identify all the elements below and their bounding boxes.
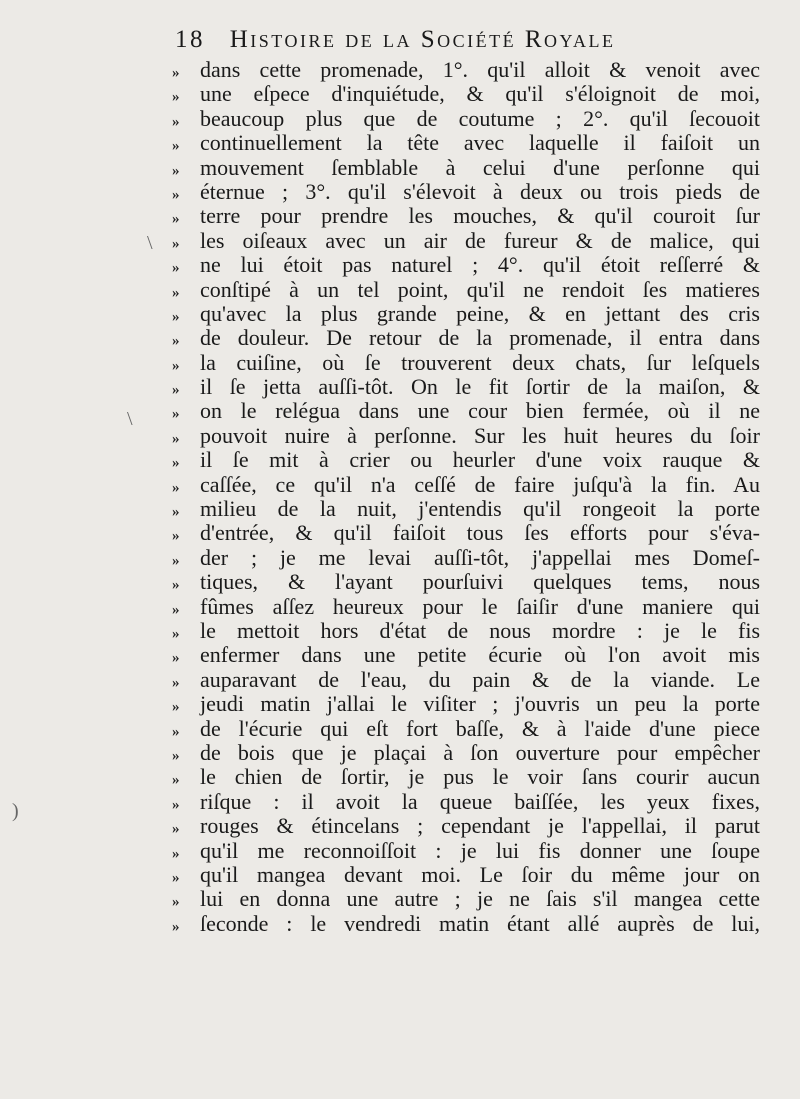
- quote-mark: »: [172, 577, 180, 594]
- line-text: de l'écurie qui eſt fort baſſe, & à l'aide d'une piece: [200, 715, 760, 741]
- quote-mark: »: [172, 357, 180, 374]
- text-line: [172, 326, 760, 350]
- quote-mark: »: [172, 260, 180, 277]
- text-line: [172, 278, 760, 302]
- text-line: [172, 82, 760, 106]
- text-line: [172, 399, 760, 423]
- text-line: [172, 58, 760, 82]
- text-line: [172, 473, 760, 497]
- text-line: [172, 765, 760, 789]
- line-text: milieu de la nuit, j'entendis qu'il rongeoit la porte: [200, 496, 760, 522]
- line-text: pouvoit nuire à perſonne. Sur les huit heures du ſoir: [200, 422, 760, 448]
- text-line: [172, 619, 760, 643]
- line-text: les oiſeaux avec un air de fureur & de malice, qui: [200, 227, 760, 253]
- text-line: [172, 521, 760, 545]
- text-line: [172, 643, 760, 667]
- quote-mark: »: [172, 894, 180, 911]
- text-line: [172, 741, 760, 765]
- quote-mark: »: [172, 528, 180, 545]
- line-text: auparavant de l'eau, du pain & de la viande. Le: [200, 666, 760, 692]
- line-text: fûmes aſſez heureux pour le ſaiſir d'une maniere qui: [200, 593, 760, 619]
- quote-mark: »: [172, 650, 180, 667]
- text-line: [172, 180, 760, 204]
- quote-mark: »: [172, 479, 180, 496]
- text-line: [172, 204, 760, 228]
- body-text: [172, 58, 760, 936]
- line-text: conſtipé à un tel point, qu'il ne rendoit ſes matieres: [200, 276, 760, 302]
- line-text: de douleur. De retour de la promenade, il entra dans: [200, 325, 760, 351]
- text-line: [172, 863, 760, 887]
- quote-mark: »: [172, 235, 180, 252]
- text-line: [172, 668, 760, 692]
- quote-mark: »: [172, 284, 180, 301]
- line-text: continuellement la tête avec laquelle il faiſoit un: [200, 130, 760, 156]
- text-line: [172, 448, 760, 472]
- text-line: [172, 229, 760, 253]
- line-text: terre pour prendre les mouches, & qu'il couroit ſur: [200, 203, 760, 229]
- text-line: [172, 375, 760, 399]
- line-text: on le relégua dans une cour bien fermée, où il ne: [200, 398, 760, 424]
- text-line: [172, 887, 760, 911]
- line-text: ſeconde : le vendredi matin étant allé auprès de lui,: [200, 910, 760, 936]
- quote-mark: »: [172, 211, 180, 228]
- quote-mark: »: [172, 625, 180, 642]
- line-text: qu'avec la plus grande peine, & en jettant des cris: [200, 300, 760, 326]
- quote-mark: »: [172, 869, 180, 886]
- quote-mark: »: [172, 162, 180, 179]
- line-text: ne lui étoit pas naturel ; 4°. qu'il étoit reſſerré &: [200, 252, 760, 278]
- line-text: caſſée, ce qu'il n'a ceſſé de faire juſqu'à la fin. Au: [200, 471, 760, 497]
- text-line: [172, 253, 760, 277]
- text-line: [172, 790, 760, 814]
- line-text: il ſe mit à crier ou heurler d'une voix rauque &: [200, 447, 760, 473]
- line-text: riſque : il avoit la queue baiſſée, les yeux fixes,: [200, 788, 760, 814]
- quote-mark: »: [172, 747, 180, 764]
- text-line: [172, 156, 760, 180]
- quote-mark: »: [172, 821, 180, 838]
- quote-mark: »: [172, 601, 180, 618]
- line-text: enfermer dans une petite écurie où l'on avoit mis: [200, 642, 760, 668]
- line-text: il ſe jetta auſſi-tôt. On le fit ſortir de la maiſon, &: [200, 374, 760, 400]
- quote-mark: »: [172, 918, 180, 935]
- quote-mark: »: [172, 308, 180, 325]
- line-text: qu'il me reconnoiſſoit : je lui fis donner une ſoupe: [200, 837, 760, 863]
- text-line: [172, 302, 760, 326]
- line-text: la cuiſine, où ſe trouverent deux chats, ſur leſquels: [200, 349, 760, 375]
- quote-mark: »: [172, 504, 180, 521]
- quote-mark: »: [172, 455, 180, 472]
- text-line: [172, 692, 760, 716]
- text-line: [172, 351, 760, 375]
- quote-mark: »: [172, 186, 180, 203]
- running-title: Histoire de la Société Royale: [229, 26, 616, 53]
- line-text: tiques, & l'ayant pourſuivi quelques tems, nous: [200, 569, 760, 595]
- margin-mark: ): [12, 800, 19, 822]
- line-text: éternue ; 3°. qu'il s'élevoit à deux ou trois pieds de: [200, 178, 760, 204]
- line-text: qu'il mangea devant moi. Le ſoir du même jour on: [200, 861, 760, 887]
- line-text: d'entrée, & qu'il faiſoit tous ſes efforts pour s'éva-: [200, 520, 760, 546]
- text-line: [172, 839, 760, 863]
- line-text: der ; je me levai auſſi-tôt, j'appellai mes Domeſ-: [200, 544, 760, 570]
- quote-mark: »: [172, 138, 180, 155]
- line-text: lui en donna une autre ; je ne ſais s'il mangea cette: [200, 886, 760, 912]
- quote-mark: »: [172, 382, 180, 399]
- margin-mark: \: [127, 408, 133, 430]
- text-line: [172, 717, 760, 741]
- line-text: jeudi matin j'allai le viſiter ; j'ouvris un peu la porte: [200, 691, 760, 717]
- text-line: [172, 912, 760, 936]
- quote-mark: »: [172, 845, 180, 862]
- page-number: 18: [175, 26, 205, 53]
- quote-mark: »: [172, 699, 180, 716]
- quote-mark: »: [172, 333, 180, 350]
- quote-mark: »: [172, 674, 180, 691]
- line-text: rouges & étincelans ; cependant je l'appellai, il parut: [200, 813, 760, 839]
- text-line: [172, 546, 760, 570]
- line-text: mouvement ſemblable à celui d'une perſonne qui: [200, 154, 760, 180]
- text-line: [172, 497, 760, 521]
- quote-mark: »: [172, 113, 180, 130]
- line-text: dans cette promenade, 1°. qu'il alloit & venoit avec: [200, 57, 760, 82]
- text-line: [172, 570, 760, 594]
- quote-mark: »: [172, 552, 180, 569]
- quote-mark: »: [172, 772, 180, 789]
- quote-mark: »: [172, 430, 180, 447]
- quote-mark: »: [172, 65, 180, 81]
- quote-mark: »: [172, 796, 180, 813]
- text-line: [172, 424, 760, 448]
- margin-mark: \: [147, 232, 153, 254]
- line-text: le mettoit hors d'état de nous mordre : je le fis: [200, 617, 760, 643]
- page-header: [175, 26, 735, 54]
- line-text: une eſpece d'inquiétude, & qu'il s'éloignoit de moi,: [200, 81, 760, 107]
- line-text: beaucoup plus que de coutume ; 2°. qu'il ſecouoit: [200, 105, 760, 131]
- text-line: [172, 814, 760, 838]
- text-line: [172, 107, 760, 131]
- quote-mark: »: [172, 89, 180, 106]
- text-line: [172, 131, 760, 155]
- quote-mark: »: [172, 723, 180, 740]
- quote-mark: »: [172, 406, 180, 423]
- line-text: le chien de ſortir, je pus le voir ſans courir aucun: [200, 764, 760, 790]
- line-text: de bois que je plaçai à ſon ouverture pour empêcher: [200, 739, 760, 765]
- text-line: [172, 595, 760, 619]
